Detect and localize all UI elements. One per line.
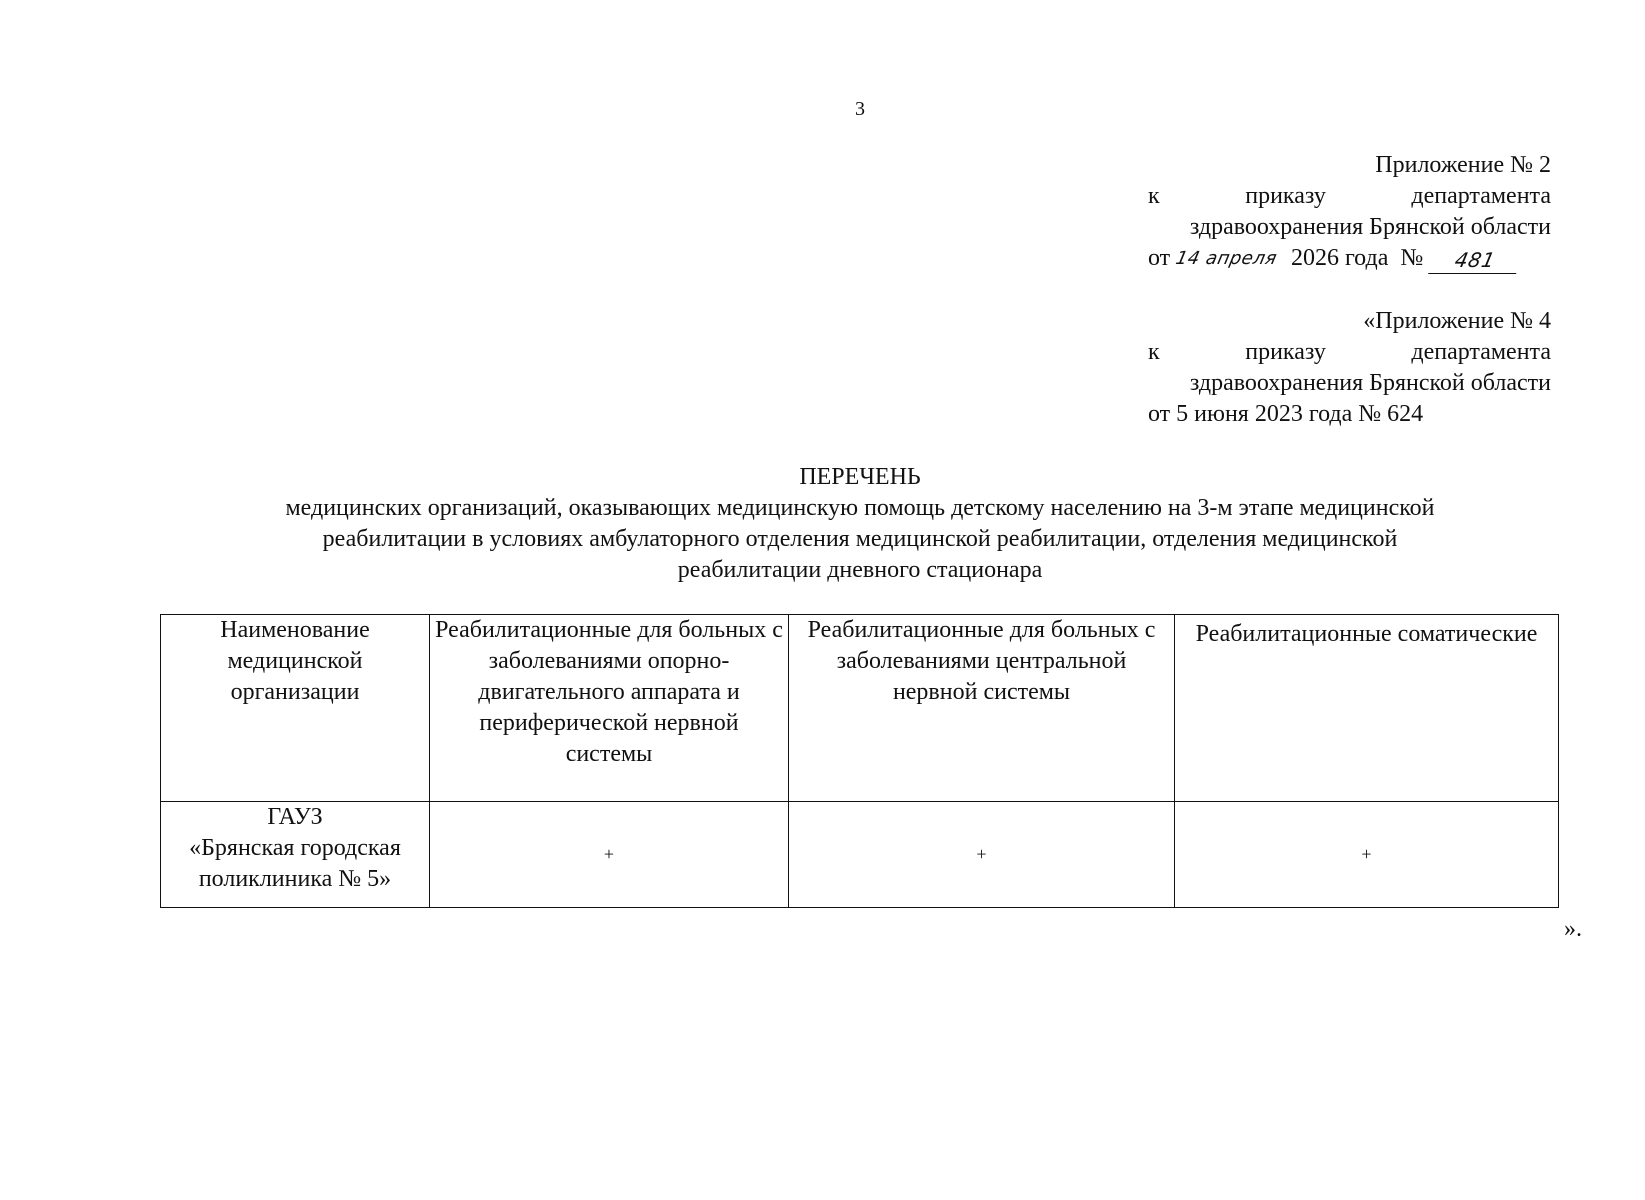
appendix-quoted-line3: здравоохранения Брянской области xyxy=(1189,370,1551,396)
table-header-row xyxy=(161,615,1559,802)
org-name-line1: ГАУЗ xyxy=(267,804,323,830)
header-cns: Реабилитационные для больных с заболеваниями центральной нервной системы xyxy=(789,615,1175,802)
appendix-main-number-sign: № xyxy=(1400,245,1424,271)
org-name-line3: поликлиника № 5» xyxy=(198,866,392,892)
header-somatic: Реабилитационные соматические xyxy=(1175,615,1559,802)
appendix-main-word-order: приказу xyxy=(1245,183,1326,209)
appendix-main-from: от xyxy=(1148,245,1171,271)
document-subtitle-line2: реабилитации в условиях амбулаторного отделения медицинской реабилитации, отделения медицинской xyxy=(322,526,1398,552)
organizations-table xyxy=(160,614,1559,908)
table-row xyxy=(161,802,1559,908)
appendix-main-date-line xyxy=(1148,243,1551,274)
document-subtitle-line3: реабилитации дневного стационара xyxy=(677,557,1043,583)
appendix-main-block xyxy=(1148,150,1551,274)
appendix-main-word-department: департамента xyxy=(1411,183,1551,209)
handwritten-date: 14 апреля xyxy=(1173,248,1280,269)
cell-musculoskeletal: + xyxy=(430,802,789,908)
header-org-name: Наименование медицинской организации xyxy=(161,615,430,802)
appendix-quoted-title: «Приложение № 4 xyxy=(1363,308,1551,334)
cell-somatic: + xyxy=(1175,802,1559,908)
appendix-quoted-block xyxy=(1148,306,1551,430)
page-number: 3 xyxy=(855,98,865,120)
appendix-quoted-line4: от 5 июня 2023 года № 624 xyxy=(1148,401,1424,427)
cell-org-name xyxy=(161,802,430,908)
appendix-quoted-line2 xyxy=(1148,337,1551,368)
header-musculoskeletal: Реабилитационные для больных с заболеваниями опорно-двигательного аппарата и периферической нервной системы xyxy=(430,615,789,802)
appendix-main-line3: здравоохранения Брянской области xyxy=(1189,214,1551,240)
closing-quote: ». xyxy=(1564,916,1582,942)
handwritten-order-number: 481 xyxy=(1428,247,1522,274)
appendix-quoted-word-department: департамента xyxy=(1411,339,1551,365)
cell-cns: + xyxy=(789,802,1175,908)
org-name-line2: «Брянская городская xyxy=(189,835,401,861)
document-heading: ПЕРЕЧЕНЬ xyxy=(799,464,921,490)
document-subtitle-line1: медицинских организаций, оказывающих медицинскую помощь детскому населению на 3-м этапе медицинской xyxy=(285,495,1435,521)
appendix-main-title: Приложение № 2 xyxy=(1375,152,1551,178)
appendix-main-line2 xyxy=(1148,181,1551,212)
appendix-main-word-k: к xyxy=(1148,183,1160,209)
appendix-quoted-word-order: приказу xyxy=(1245,339,1326,365)
appendix-quoted-word-k: к xyxy=(1148,339,1160,365)
document-title-block xyxy=(210,462,1510,586)
appendix-main-year: 2026 года xyxy=(1290,245,1389,271)
